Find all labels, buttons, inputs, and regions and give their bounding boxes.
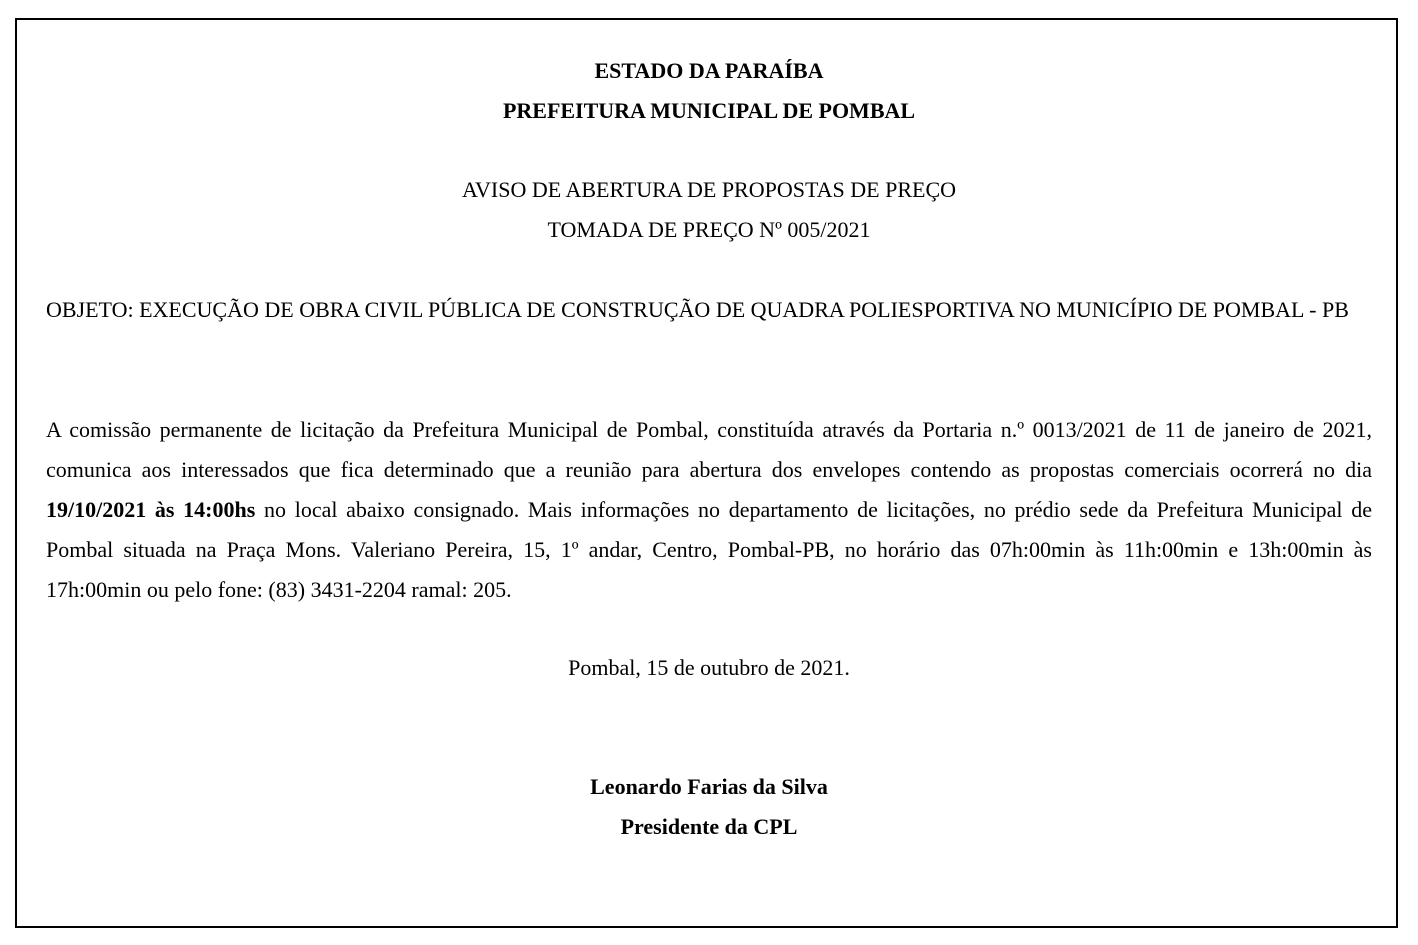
notice-title: AVISO DE ABERTURA DE PROPOSTAS DE PREÇO (461, 177, 957, 202)
place-date: Pombal, 15 de outubro de 2021. (568, 655, 850, 680)
body-text-before: A comissão permanente de licitação da Prefeitura Municipal de Pombal, constituída através da Portaria n.º 0013/2021 de 11 de janeiro de 2021, comunica aos interessados que fica determinado que a reunião para abertura dos envelopes contendo as propostas comerciais ocorrerá no dia (46, 417, 1372, 482)
notice-reference: TOMADA DE PREÇO Nº 005/2021 (547, 217, 871, 242)
meeting-datetime: 19/10/2021 às 14:00hs (46, 497, 256, 522)
body-paragraph (46, 410, 1372, 610)
signature-name: Leonardo Farias da Silva (590, 774, 828, 799)
header-city-hall: PREFEITURA MUNICIPAL DE POMBAL (502, 98, 916, 123)
header-state: ESTADO DA PARAÍBA (594, 58, 824, 83)
objeto-paragraph (46, 290, 1372, 330)
signature-role: Presidente da CPL (620, 814, 798, 839)
objeto-text: OBJETO: EXECUÇÃO DE OBRA CIVIL PÚBLICA DE CONSTRUÇÃO DE QUADRA POLIESPORTIVA NO MUNICÍPIO DE POMBAL - PB (46, 297, 1349, 322)
body-text-after: no local abaixo consignado. Mais informações no departamento de licitações, no prédio sede da Prefeitura Municipal de Pombal situada na Praça Mons. Valeriano Pereira, 15, 1º andar, Centro, Pombal-PB, no horário das 07h:00min às 11h:00min e 13h:00min às 17h:00min ou pelo fone: (83) 3431-2204 ramal: 205. (46, 497, 1372, 602)
